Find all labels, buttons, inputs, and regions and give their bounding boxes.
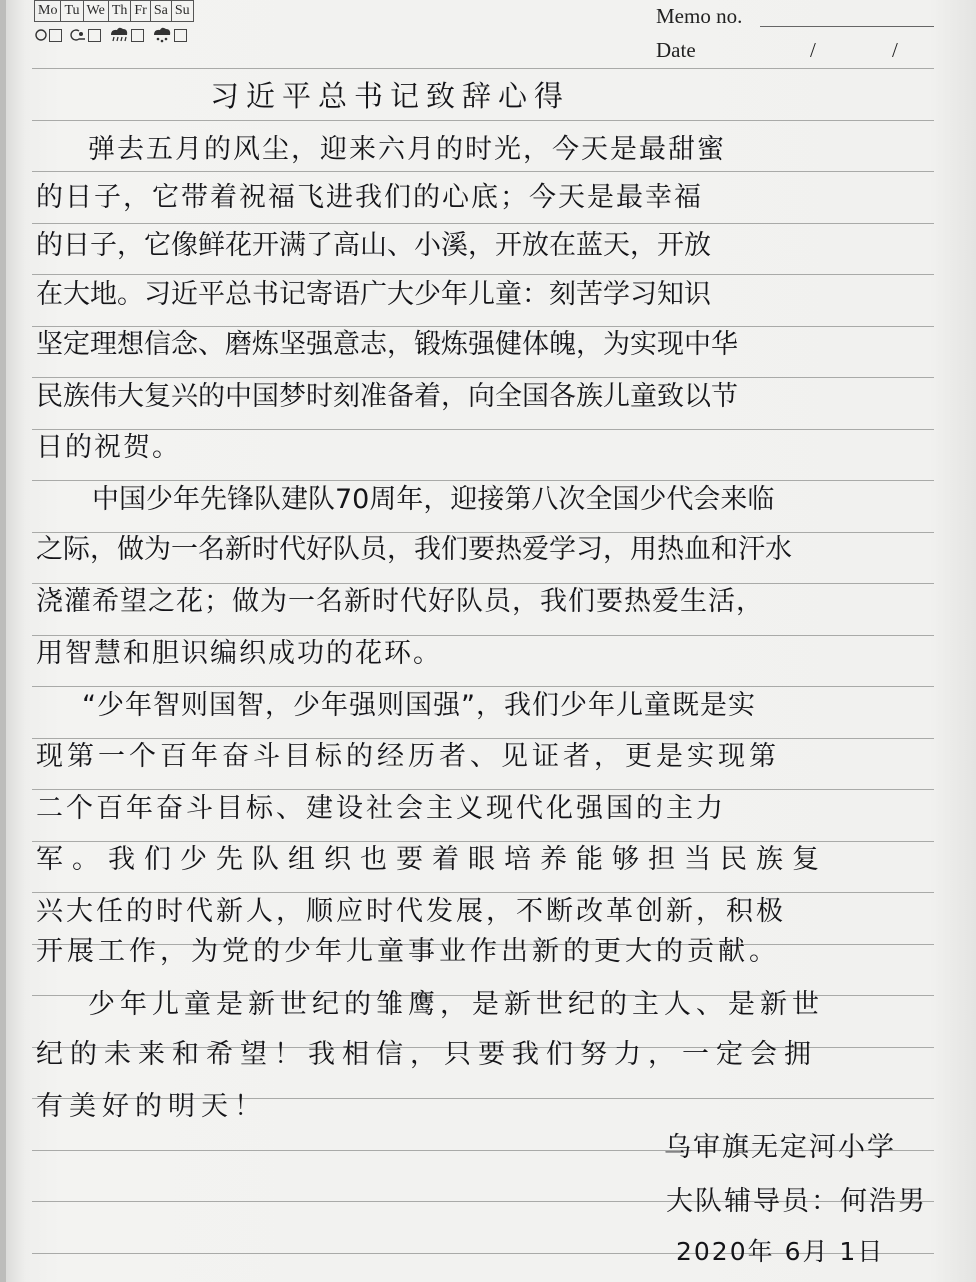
- ruled-line: [32, 171, 934, 172]
- checkbox: [49, 29, 62, 42]
- checkbox: [88, 29, 101, 42]
- text-line: 在大地。习近平总书记寄语广大少年儿童：刻苦学习知识: [36, 279, 711, 310]
- text-line: 坚定理想信念、磨炼坚强意志，锻炼强健体魄，为实现中华: [36, 329, 738, 360]
- checkbox: [131, 29, 144, 42]
- signature-author: 大队辅导员：何浩男: [666, 1186, 927, 1217]
- text-line: 有美好的明天！: [36, 1091, 267, 1122]
- day-fr: Fr: [131, 1, 150, 22]
- text-line: 少年儿童是新世纪的雏鹰，是新世纪的主人、是新世: [88, 989, 824, 1020]
- cloud-sun-icon: [69, 28, 87, 42]
- date-separator: /: [810, 38, 816, 62]
- memo-label: Memo no.: [656, 4, 743, 28]
- rain-cloud-icon: [108, 26, 130, 44]
- text-line: 民族伟大复兴的中国梦时刻准备着，向全国各族儿童致以节: [36, 381, 738, 412]
- checkbox: [174, 29, 187, 42]
- ruled-line: [32, 68, 934, 69]
- date-separator: /: [892, 38, 898, 62]
- day-tu: Tu: [61, 1, 83, 22]
- day-th: Th: [108, 1, 131, 22]
- text-line: 之际，做为一名新时代好队员，我们要热爱学习，用热血和汗水: [36, 534, 792, 565]
- weather-selector: [34, 26, 187, 44]
- snow-cloud-icon: [151, 26, 173, 44]
- day-we: We: [83, 1, 108, 22]
- text-line: 兴大任的时代新人，顺应时代发展，不断改革创新，积极: [36, 896, 786, 927]
- text-line: 的日子，它带着祝福飞进我们的心底；今天是最幸福: [36, 182, 703, 213]
- text-line: 军。我们少先队组织也要着眼培养能够担当民族复: [36, 844, 828, 875]
- ruled-line: [32, 120, 934, 121]
- ruled-line: [32, 223, 934, 224]
- memo-underline: [760, 26, 934, 27]
- page-title: 习近平总书记致辞心得: [210, 79, 571, 113]
- text-line: 的日子，它像鲜花开满了高山、小溪，开放在蓝天，开放: [36, 230, 711, 261]
- signature-school: 乌审旗无定河小学: [664, 1132, 896, 1163]
- weather-snowy: [151, 26, 187, 44]
- text-line: 中国少年先锋队建队70周年，迎接第八次全国少代会来临: [92, 484, 775, 515]
- weekday-selector: [34, 0, 194, 22]
- weather-sunny: [34, 28, 62, 42]
- notebook-spine: [0, 0, 6, 1282]
- text-line: 浇灌希望之花；做为一名新时代好队员，我们要热爱生活，: [36, 586, 764, 617]
- text-line: 二个百年奋斗目标、建设社会主义现代化强国的主力: [36, 793, 726, 824]
- weather-cloudy: [69, 28, 101, 42]
- text-line: 弹去五月的风尘，迎来六月的时光，今天是最甜蜜: [88, 134, 726, 165]
- text-line: “少年智则国智，少年强则国强”，我们少年儿童既是实: [82, 690, 756, 721]
- sun-icon: [34, 28, 48, 42]
- signature-date: 2020年 6月 1日: [676, 1237, 885, 1266]
- day-su: Su: [171, 1, 193, 22]
- day-mo: Mo: [35, 1, 61, 22]
- text-line: 用智慧和胆识编织成功的花环。: [36, 638, 442, 669]
- text-line: 开展工作，为党的少年儿童事业作出新的更大的贡献。: [36, 936, 780, 967]
- text-line: 现第一个百年奋斗目标的经历者、见证者，更是实现第: [36, 741, 780, 772]
- weather-rainy: [108, 26, 144, 44]
- text-line: 日的祝贺。: [36, 432, 181, 463]
- day-sa: Sa: [150, 1, 171, 22]
- text-line: 纪的未来和希望！我相信，只要我们努力，一定会拥: [36, 1039, 818, 1070]
- date-label: Date: [656, 38, 696, 62]
